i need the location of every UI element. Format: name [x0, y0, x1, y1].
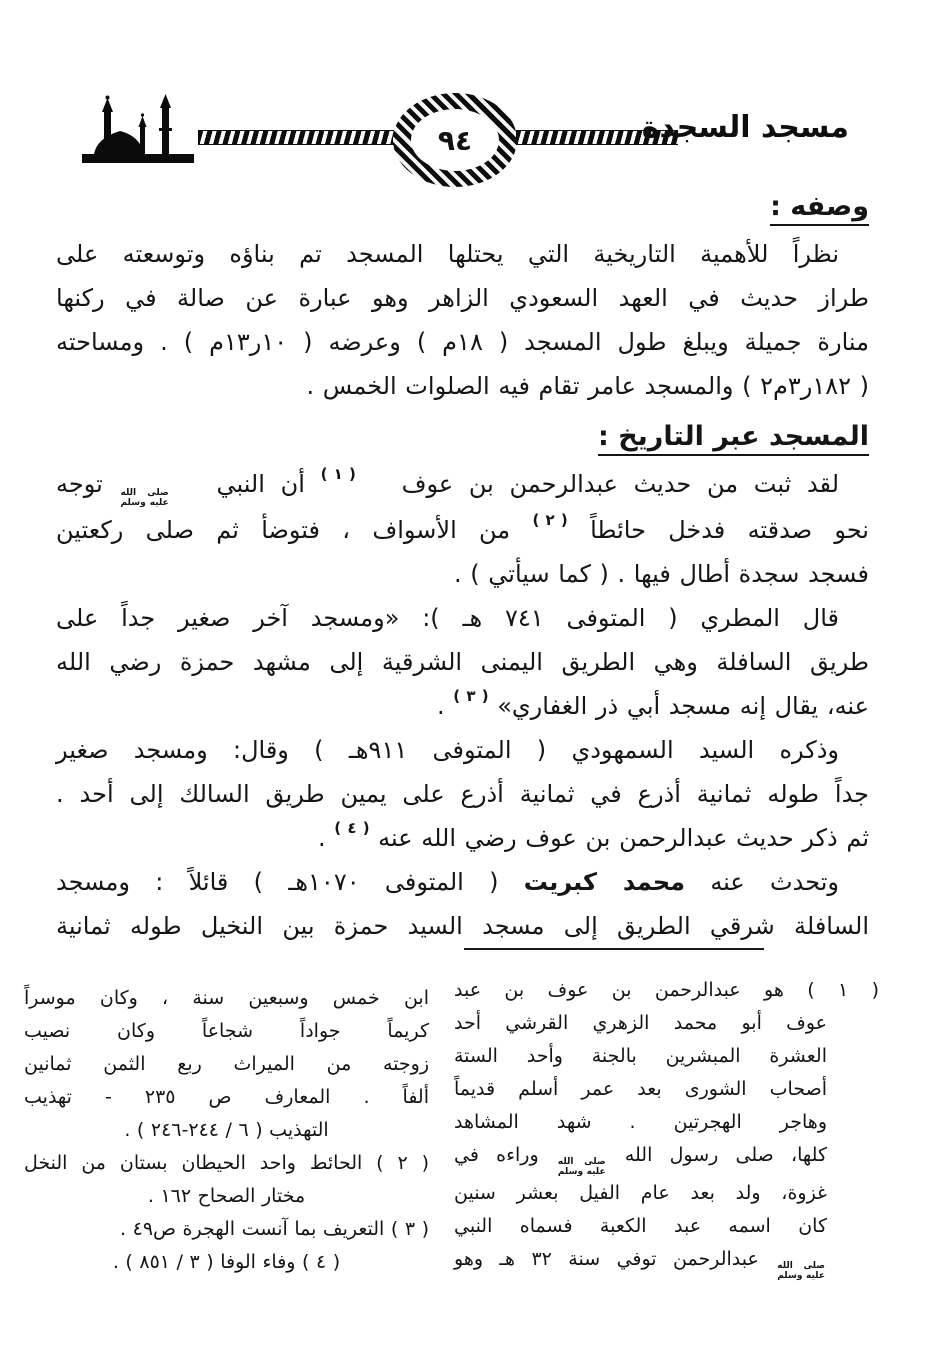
text-line: جداً طوله ثمانية أذرع في ثمانية أذرع على يمين طريق السالك إلى أحد .	[56, 780, 869, 808]
footnote-marker: ( ١ )	[320, 465, 356, 483]
bold-text: محمد كبريت	[523, 868, 686, 896]
text-line: نظراً للأهمية التاريخية التي يحتلها المسجد تم بناؤه وتوسعته على	[56, 240, 839, 268]
text-line: فسجد سجدة أطال فيها . ( كما سيأتي ) .	[454, 560, 869, 588]
text-line: صلى الله عليه وسلم عبدالرحمن توفي سنة ٣٢ هـ وهو	[454, 1248, 825, 1281]
footnote-marker: ( ٢ )	[532, 511, 568, 529]
section-heading	[56, 182, 869, 232]
text-line: لقد ثبت من حديث عبدالرحمن بن عوف ( ١ ) أن النبي صلى الله عليه وسلم توجه	[56, 465, 839, 508]
mosque-icon	[80, 94, 196, 168]
text-line: كلها، صلى رسول الله صلى الله عليه وسلم وراءه في	[454, 1144, 827, 1177]
footnote-marker: ( ٤ )	[334, 819, 370, 837]
text-line: عنه، يقال إنه مسجد أبي ذر الغفاري» ( ٣ ) .	[437, 687, 869, 720]
text-line: ( ٣ ) التعريف بما آنست الهجرة ص٤٩ .	[120, 1218, 429, 1240]
text-line: ألفاً . المعارف ص ٢٣٥ - تهذيب	[24, 1086, 429, 1108]
text-line: ( ٢ ) الحائط واحد الحيطان بستان من النخل	[24, 1152, 430, 1174]
body-paragraph	[56, 596, 869, 728]
footnote-column-right	[454, 974, 879, 1281]
text-line: وهاجر الهجرتين . شهد المشاهد	[454, 1111, 827, 1133]
footnote-columns	[24, 974, 879, 1281]
text-line: طريق السافلة وهي الطريق اليمنى الشرقية إلى مشهد حمزة رضي الله	[56, 648, 869, 676]
section-heading-text: وصفه :	[770, 191, 869, 226]
salawat-symbol: صلى الله عليه وسلم	[120, 488, 169, 508]
text-line: كريماً جواداً شجاعاً وكان نصيب	[24, 1020, 429, 1042]
text-line: ( ١٨٢ر٣م٢ ) والمسجد عامر تقام فيه الصلوات الخمس .	[306, 372, 869, 400]
text-line: السافلة شرقي الطريق إلى مسجد السيد حمزة بين النخيل طوله ثمانية	[56, 912, 869, 940]
text-line: طراز حديث في العهد السعودي الزاهر وهو عبارة عن صالة في ركنها	[56, 284, 869, 312]
text-line: زوجته من الميراث ربع الثمن ثمانين	[24, 1053, 429, 1075]
text-line: غزوة، ولد بعد عام الفيل بعشر سنين	[454, 1182, 827, 1204]
page-body	[56, 182, 869, 948]
footnote-marker: ( ٣ )	[453, 687, 489, 705]
text-line: التهذيب ( ٦ / ٢٤٤-٢٤٦ ) .	[124, 1119, 329, 1141]
body-paragraph	[56, 860, 869, 948]
book-header-title: مسجد السجدة	[641, 110, 849, 145]
page-number-badge	[393, 93, 517, 187]
text-line: أصحاب الشورى بعد عمر أسلم قديماً	[454, 1078, 827, 1100]
section-heading-text: المسجد عبر التاريخ :	[598, 421, 869, 456]
text-line: وتحدث عنه محمد كبريت ( المتوفى ١٠٧٠هـ ) قائلاً : ومسجد	[56, 868, 839, 896]
text-line: كان اسمه عبد الكعبة فسماه النبي	[454, 1215, 827, 1237]
text-line: منارة جميلة ويبلغ طول المسجد ( ١٨م ) وعرضه ( ١٠ر١٣م ) . ومساحته	[56, 328, 869, 356]
page-number: ٩٤	[411, 109, 499, 171]
text-line: ( ١ ) هو عبدالرحمن بن عوف بن عبد	[454, 979, 879, 1001]
text-line: نحو صدقته فدخل حائطاً ( ٢ ) من الأسواف ، فتوضأ ثم صلى ركعتين	[56, 511, 869, 544]
text-line: وذكره السيد السمهودي ( المتوفى ٩١١هـ ) وقال: ومسجد صغير	[56, 736, 839, 764]
text-line: ( ٤ ) وفاء الوفا ( ٣ / ٨٥١ ) .	[112, 1251, 341, 1273]
text-line: قال المطري ( المتوفى ٧٤١ هـ ): «ومسجد آخر صغير جداً على	[56, 604, 839, 632]
text-line: العشرة المبشرين بالجنة وأحد الستة	[454, 1045, 827, 1067]
text-line: مختار الصحاح ١٦٢ .	[147, 1185, 306, 1207]
section-heading	[56, 412, 869, 462]
footnote-separator	[464, 948, 764, 950]
footnote-column-left	[24, 974, 429, 1281]
footnotes-section	[24, 948, 879, 1281]
header-rule-left	[198, 130, 394, 145]
body-paragraph	[56, 728, 869, 860]
text-line: ثم ذكر حديث عبدالرحمن بن عوف رضي الله عنه ( ٤ ) .	[317, 819, 869, 852]
text-line: ابن خمس وسبعين سنة ، وكان موسراً	[24, 987, 429, 1009]
text-line: عوف أبو محمد الزهري القرشي أحد	[454, 1012, 827, 1034]
body-paragraph	[56, 232, 869, 408]
body-paragraph	[56, 462, 869, 596]
salawat-symbol: صلى الله عليه وسلم	[777, 1261, 825, 1281]
salawat-symbol: صلى الله عليه وسلم	[557, 1157, 606, 1177]
